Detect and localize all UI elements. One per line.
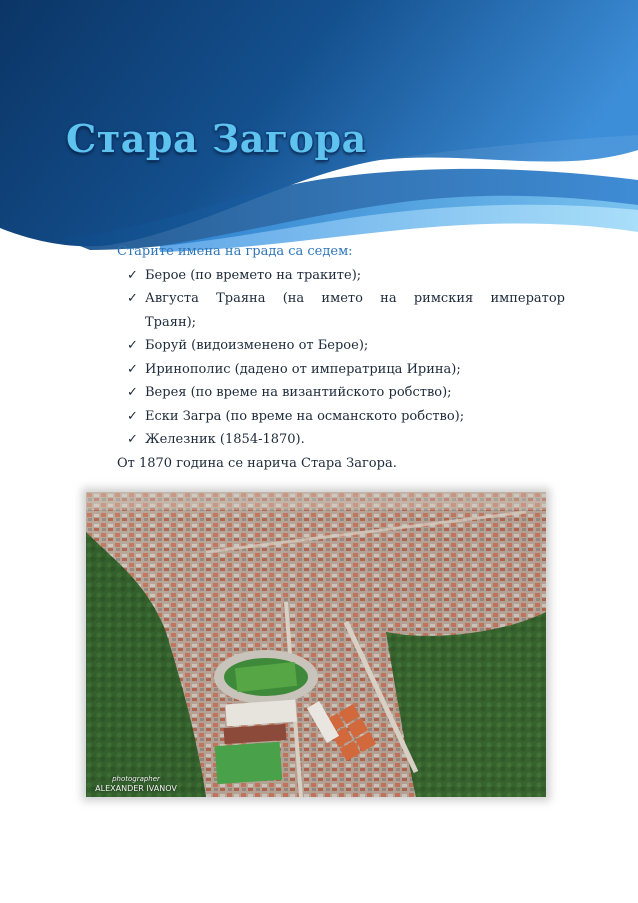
closing-line: От 1870 година се нарича Стара Загора. <box>117 455 397 471</box>
list-item-text: Железник (1854-1870). <box>145 432 305 447</box>
aerial-city-photo <box>86 492 546 797</box>
sports-field <box>215 742 282 784</box>
list-item-continuation <box>127 311 565 335</box>
photo-credit <box>90 774 182 794</box>
list-item-text: Иринополис (дадено от императрица Ирина); <box>145 361 461 377</box>
list-item-text: Августа Траяна (на името на римския император <box>145 291 565 306</box>
list-item-text: Боруй (видоизменено от Берое); <box>145 338 369 353</box>
list-item-text: Берое (по времето на траките); <box>145 267 362 283</box>
checkmark-icon: ✓ <box>127 338 138 353</box>
list-item <box>127 405 565 429</box>
list-item <box>127 334 565 358</box>
list-item <box>127 428 565 452</box>
aerial-photo-illustration <box>86 492 546 797</box>
list-item <box>127 264 565 288</box>
list-item <box>127 381 565 405</box>
list-item <box>127 358 565 382</box>
intro-line: Старите имена на града са седем: <box>117 244 353 259</box>
names-list <box>117 264 565 452</box>
checkmark-icon: ✓ <box>127 267 138 283</box>
list-item-text: Траян); <box>145 314 197 330</box>
checkmark-icon: ✓ <box>127 432 138 447</box>
list-item-text: Верея (по време на византийското робство); <box>145 385 452 400</box>
checkmark-icon: ✓ <box>127 385 138 400</box>
list-item <box>127 287 565 311</box>
list-item-text: Ески Загра (по време на османското робство); <box>145 408 465 424</box>
credit-name: ALEXANDER IVANOV <box>95 784 177 793</box>
body-text <box>117 240 565 475</box>
page-title: Стара Загора <box>66 116 367 161</box>
header-banner <box>0 0 638 260</box>
checkmark-icon: ✓ <box>127 291 138 306</box>
checkmark-icon: ✓ <box>127 408 138 424</box>
credit-label: photographer <box>112 775 160 783</box>
checkmark-icon: ✓ <box>127 361 138 377</box>
